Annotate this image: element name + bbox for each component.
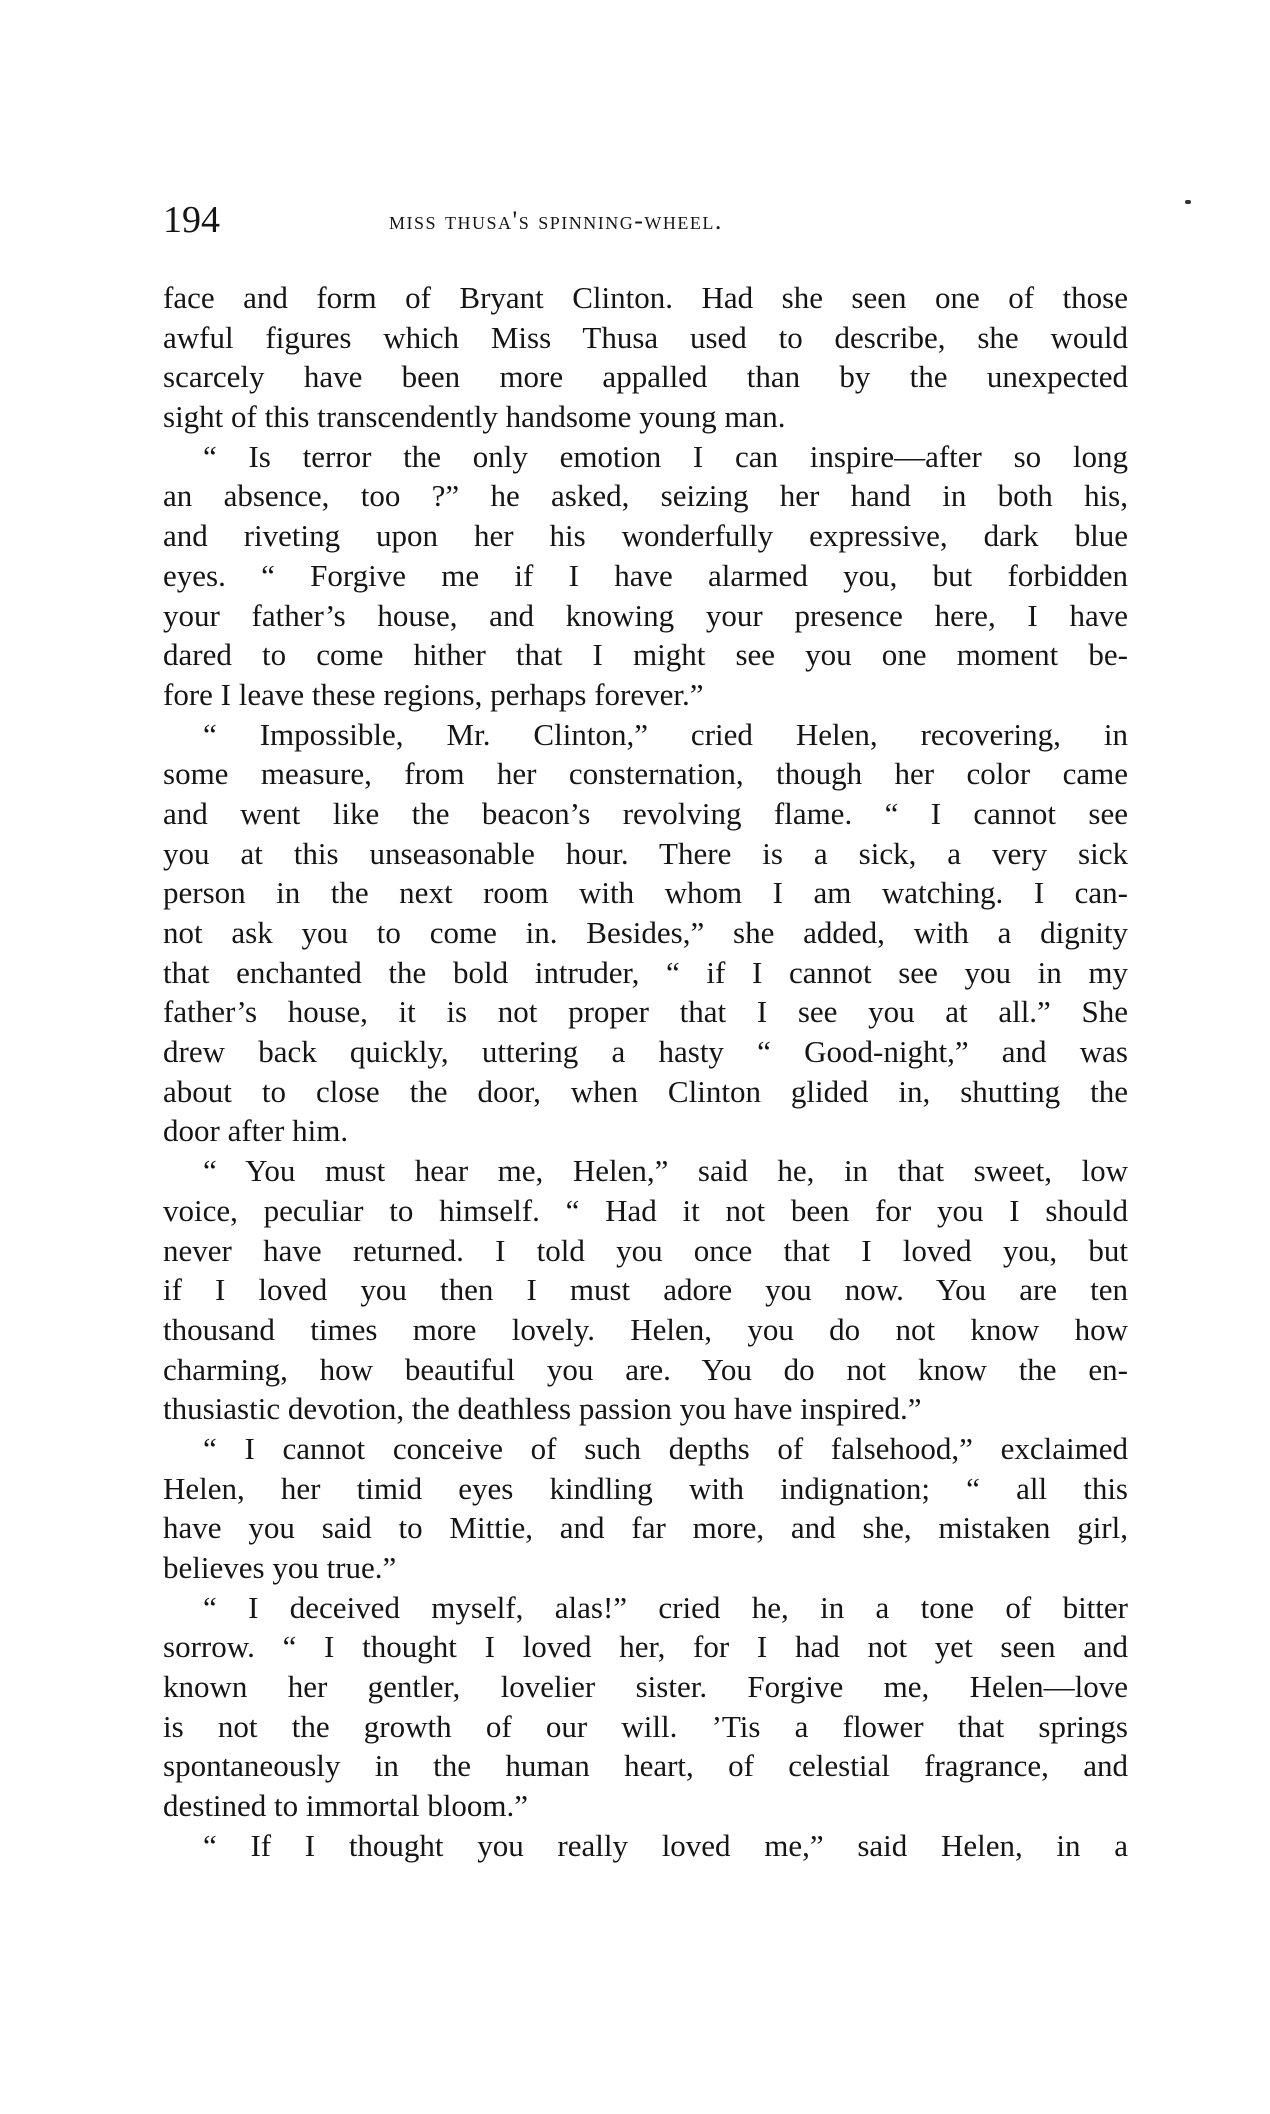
- text-line: awful figures which Miss Thusa used to describe, she would: [163, 319, 1128, 355]
- text-line: Helen, her timid eyes kindling with indignation; “ all this: [163, 1470, 1128, 1506]
- text-line: door after him.: [163, 1113, 349, 1149]
- text-line: eyes. “ Forgive me if I have alarmed you, but forbidden: [163, 557, 1128, 593]
- text-line: if I loved you then I must adore you now. You are ten: [163, 1272, 1128, 1308]
- text-line: spontaneously in the human heart, of celestial fragrance, and: [163, 1748, 1128, 1784]
- text-line: you at this unseasonable hour. There is a sick, a very sick: [163, 835, 1128, 871]
- text-line: thousand times more lovely. Helen, you do not know how: [163, 1311, 1128, 1347]
- text-line: known her gentler, lovelier sister. Forgive me, Helen—love: [163, 1669, 1128, 1705]
- text-line: “ I cannot conceive of such depths of falsehood,” exclaimed: [203, 1430, 1128, 1466]
- text-line: person in the next room with whom I am watching. I can-: [163, 875, 1128, 911]
- text-line: face and form of Bryant Clinton. Had she seen one of those: [163, 280, 1128, 315]
- text-line: and went like the beacon’s revolving flame. “ I cannot see: [163, 795, 1128, 831]
- text-line: “ You must hear me, Helen,” said he, in that sweet, low: [203, 1153, 1128, 1189]
- text-line: dared to come hither that I might see you one moment be-: [163, 637, 1128, 673]
- text-line: “ Is terror the only emotion I can inspire—after so long: [203, 438, 1128, 474]
- text-line: fore I leave these regions, perhaps forever.”: [163, 676, 704, 712]
- text-line: scarcely have been more appalled than by the unexpected: [163, 359, 1128, 395]
- text-line: drew back quickly, uttering a hasty “ Good-night,” and was: [163, 1034, 1128, 1070]
- text-line: thusiastic devotion, the deathless passion you have inspired.”: [163, 1391, 922, 1427]
- text-line: and riveting upon her his wonderfully expressive, dark blue: [163, 518, 1128, 554]
- ink-speck: [1185, 200, 1191, 204]
- text-line: an absence, too ?” he asked, seizing her hand in both his,: [163, 478, 1128, 514]
- body-text: [163, 278, 1128, 1866]
- text-line: not ask you to come in. Besides,” she added, with a dignity: [163, 915, 1128, 950]
- text-line: have you said to Mittie, and far more, and she, mistaken girl,: [163, 1510, 1128, 1546]
- text-line: father’s house, it is not proper that I see you at all.” She: [163, 994, 1128, 1030]
- text-line: “ I deceived myself, alas!” cried he, in a tone of bitter: [203, 1589, 1128, 1625]
- text-line: “ If I thought you really loved me,” said Helen, in a: [203, 1827, 1128, 1863]
- text-line: that enchanted the bold intruder, “ if I cannot see you in my: [163, 954, 1128, 990]
- text-line: voice, peculiar to himself. “ Had it not been for you I should: [163, 1192, 1128, 1228]
- running-title: miss thusa's spinning-wheel.: [389, 206, 723, 235]
- text-line: sight of this transcendently handsome young man.: [163, 399, 786, 435]
- page-header: [163, 195, 1128, 245]
- text-line: your father’s house, and knowing your presence here, I have: [163, 597, 1128, 633]
- text-line: destined to immortal bloom.”: [163, 1788, 529, 1824]
- text-line: “ Impossible, Mr. Clinton,” cried Helen, recovering, in: [203, 716, 1128, 752]
- text-line: believes you true.”: [163, 1550, 397, 1585]
- page-number: 194: [163, 199, 220, 241]
- text-line: some measure, from her consternation, though her color came: [163, 756, 1128, 792]
- text-line: never have returned. I told you once that I loved you, but: [163, 1232, 1128, 1268]
- text-line: charming, how beautiful you are. You do not know the en-: [163, 1351, 1128, 1387]
- text-line: is not the growth of our will. ’Tis a flower that springs: [163, 1708, 1128, 1744]
- text-line: about to close the door, when Clinton glided in, shutting the: [163, 1073, 1128, 1109]
- text-line: sorrow. “ I thought I loved her, for I had not yet seen and: [163, 1629, 1128, 1665]
